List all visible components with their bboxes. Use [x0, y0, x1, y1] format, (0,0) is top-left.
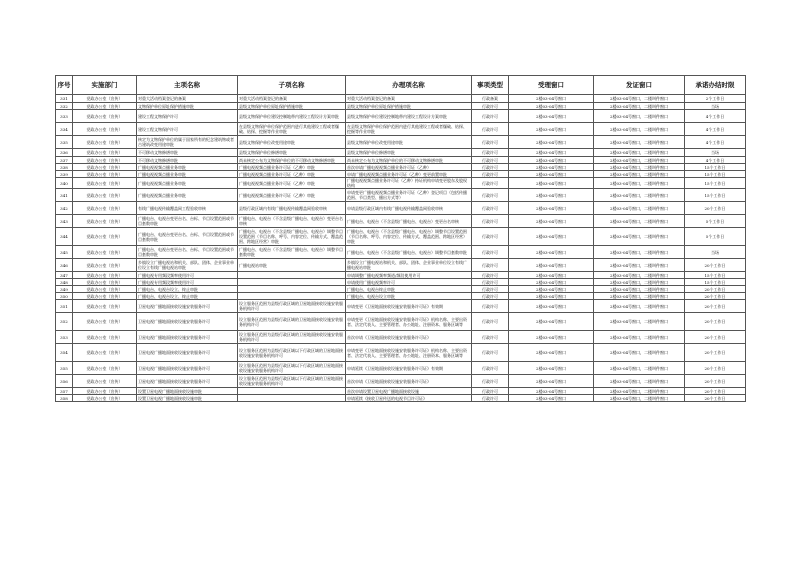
cell-handling-item: 首次申请设置卫星电视广播地面接收设施	[346, 388, 472, 395]
cell-no: 332	[56, 103, 73, 110]
cell-issue-window: 2楼03-04号窗口，二楼叫件窗口	[594, 395, 685, 402]
cell-sub-item: 广播电视视频点播业务许可证（乙种）审批	[238, 189, 346, 202]
cell-main-item: 广播电台、电视台设立、终止审批	[137, 293, 238, 300]
cell-handling-item: 县级文物保护单位改变用途审批	[346, 136, 472, 149]
cell-main-item: 卫星电视广播地面接收设施安装服务许可	[137, 300, 238, 313]
cell-accept-window: 2楼03-04号窗口	[509, 178, 594, 189]
cell-handling-item: 申请延续《卫星地面接收设施安装服务许可证》有效期	[346, 362, 472, 375]
cell-accept-window: 2楼03-04号窗口	[509, 300, 594, 313]
cell-sub-item: 县级文物保护单位改变用途审批	[238, 136, 346, 149]
cell-sub-item: 设立服务区范围为县级行政区域的卫星地面接收设施安装服务机构许可	[238, 331, 346, 344]
cell-item-type: 行政许可	[472, 149, 509, 157]
cell-dept: 党政办公室（宣传）	[73, 136, 137, 149]
header-accept-window: 受理窗口	[509, 76, 594, 95]
cell-handling-item: 县级文物保护单位建设控制地带内建设工程设计方案审批	[346, 110, 472, 123]
cell-dept: 党政办公室（宣传）	[73, 388, 137, 395]
cell-accept-window: 2楼03-04号窗口	[509, 171, 594, 178]
cell-item-type: 行政许可	[472, 344, 509, 362]
cell-main-item: 卫星电视广播地面接收设施安装服务许可	[137, 362, 238, 375]
cell-no: 334	[56, 123, 73, 136]
cell-item-type: 行政许可	[472, 272, 509, 279]
cell-accept-window: 2楼03-04号窗口	[509, 103, 594, 110]
cell-time-limit: 15个工作日	[685, 279, 746, 286]
cell-no: 350	[56, 293, 73, 300]
service-items-sheet	[55, 75, 745, 402]
cell-time-limit: 15个工作日	[685, 164, 746, 171]
cell-main-item: 不可移动文物修缮审批	[137, 157, 238, 164]
cell-main-item: 卫星电视广播地面接收设施安装服务许可	[137, 331, 238, 344]
cell-handling-item: 广播电视视频点播业务许可证（乙种）持证机构申请变更股东及股权结构	[346, 178, 472, 189]
cell-time-limit: 15个工作日	[685, 171, 746, 178]
cell-no: 339	[56, 171, 73, 178]
cell-issue-window: 2楼03-04号窗口，二楼叫件窗口	[594, 164, 685, 171]
cell-main-item: 卫星电视广播地面接收设施安装服务许可	[137, 313, 238, 331]
cell-no: 344	[56, 228, 73, 246]
cell-accept-window: 2楼03-04号窗口	[509, 395, 594, 402]
cell-handling-item: 广播电台、电视台（不含县级广播电台、电视台）变更台名审核	[346, 215, 472, 228]
cell-handling-item: 广播电台、电视台终止审批	[346, 286, 472, 293]
cell-no: 351	[56, 300, 73, 313]
table-row	[56, 246, 746, 259]
cell-no: 335	[56, 136, 73, 149]
cell-no: 355	[56, 362, 73, 375]
cell-issue-window: 2楼03-04号窗口，二楼叫件窗口	[594, 189, 685, 202]
cell-sub-item: 县级文物保护单位原址保护措施审批	[238, 103, 346, 110]
cell-sub-item	[238, 388, 346, 395]
cell-sub-item: 广播电视视频点播业务许可证（乙种）审批	[238, 171, 346, 178]
table-row	[56, 103, 746, 110]
cell-time-limit: 20个工作日	[685, 293, 746, 300]
cell-no: 356	[56, 375, 73, 388]
cell-dept: 党政办公室（宣传）	[73, 279, 137, 286]
cell-handling-item: 申请变更《卫星地面接收设施安装服务许可证》有效期	[346, 300, 472, 313]
cell-sub-item: 广播电台、电视台（不含县级广播电台、电视台）变更台名审核	[238, 215, 346, 228]
cell-item-type: 行政许可	[472, 362, 509, 375]
cell-time-limit: 15个工作日	[685, 272, 746, 279]
cell-item-type: 行政备案	[472, 95, 509, 103]
cell-handling-item: 申请县级行政区域内有线广播电视传输覆盖网验收审核	[346, 202, 472, 215]
cell-time-limit: 20个工作日	[685, 313, 746, 331]
cell-item-type: 行政许可	[472, 395, 509, 402]
table-row	[56, 313, 746, 331]
cell-sub-item	[238, 395, 346, 402]
cell-time-limit: 20个工作日	[685, 395, 746, 402]
cell-no: 341	[56, 189, 73, 202]
cell-main-item: 广播电视专用频段频率使用许可	[137, 279, 238, 286]
cell-no: 336	[56, 149, 73, 157]
cell-accept-window: 2楼03-04号窗口	[509, 215, 594, 228]
cell-issue-window: 2楼03-04号窗口，二楼叫件窗口	[594, 215, 685, 228]
cell-main-item: 广播电台、电视台设立、终止审批	[137, 286, 238, 293]
service-items-table	[55, 75, 746, 402]
cell-dept: 党政办公室（宣传）	[73, 95, 137, 103]
table-row	[56, 272, 746, 279]
cell-accept-window: 2楼03-04号窗口	[509, 123, 594, 136]
cell-item-type: 行政许可	[472, 300, 509, 313]
cell-time-limit: 20个工作日	[685, 300, 746, 313]
cell-main-item: 广播电视视频点播业务审批	[137, 171, 238, 178]
table-row	[56, 259, 746, 272]
cell-time-limit: 20个工作日	[685, 259, 746, 272]
cell-no: 352	[56, 313, 73, 331]
cell-sub-item: 对重大活动档案登记的备案	[238, 95, 346, 103]
cell-time-limit: 20个工作日	[685, 375, 746, 388]
cell-issue-window: 2楼03-04号窗口，二楼叫件窗口	[594, 375, 685, 388]
cell-dept: 党政办公室（宣传）	[73, 300, 137, 313]
cell-item-type: 行政许可	[472, 103, 509, 110]
cell-issue-window: 2楼03-04号窗口，二楼叫件窗口	[594, 246, 685, 259]
cell-time-limit: 5个工作日	[685, 215, 746, 228]
cell-main-item: 广播电台、电视台变更台名、台标、节目设置范围或节目套数审批	[137, 215, 238, 228]
cell-accept-window: 2楼03-04号窗口	[509, 344, 594, 362]
cell-accept-window: 2楼03-04号窗口	[509, 164, 594, 171]
cell-handling-item: 申请调整广播电视频率频道/频段使用许可	[346, 272, 472, 279]
cell-handling-item: 广播电台、电视台设立审批	[346, 293, 472, 300]
cell-accept-window: 2楼03-04号窗口	[509, 279, 594, 286]
table-row	[56, 149, 746, 157]
cell-time-limit: 4个工作日	[685, 157, 746, 164]
cell-handling-item: 申请延续《接收卫星传送的电视节目许可证》	[346, 395, 472, 402]
cell-issue-window: 2楼03-04号窗口，二楼叫件窗口	[594, 157, 685, 164]
cell-sub-item: 广播电视站审批	[238, 259, 346, 272]
cell-handling-item: 首次申请《卫星地面接收设施安装服务许可证》	[346, 331, 472, 344]
cell-issue-window: 2楼03-04号窗口，二楼叫件窗口	[594, 103, 685, 110]
cell-no: 357	[56, 388, 73, 395]
cell-main-item: 对重大活动档案登记的备案	[137, 95, 238, 103]
cell-issue-window: 2楼03-04号窗口，二楼叫件窗口	[594, 123, 685, 136]
cell-accept-window: 2楼03-04号窗口	[509, 313, 594, 331]
cell-time-limit: 5个工作日	[685, 228, 746, 246]
cell-accept-window: 2楼03-04号窗口	[509, 246, 594, 259]
header-time-limit: 承诺办结时限	[685, 76, 746, 95]
cell-no: 349	[56, 286, 73, 293]
cell-main-item: 卫星电视广播地面接收设施安装服务许可	[137, 344, 238, 362]
cell-no: 337	[56, 157, 73, 164]
cell-main-item: 有线广播电视传输覆盖网工程验收审核	[137, 202, 238, 215]
cell-item-type: 行政许可	[472, 202, 509, 215]
cell-dept: 党政办公室（宣传）	[73, 375, 137, 388]
cell-time-limit: 4个工作日	[685, 110, 746, 123]
cell-no: 345	[56, 246, 73, 259]
cell-sub-item: 广播电台、电视台（不含县级广播电台、电视台）调整节目设置范围（节目名称、呼号、内容定位、传输方式、覆盖范围、跨地区经营）审批	[238, 228, 346, 246]
cell-dept: 党政办公室（宣传）	[73, 202, 137, 215]
cell-dept: 党政办公室（宣传）	[73, 157, 137, 164]
cell-main-item: 广播电视视频点播业务审批	[137, 189, 238, 202]
table-row	[56, 300, 746, 313]
cell-accept-window: 2楼03-04号窗口	[509, 362, 594, 375]
cell-issue-window: 2楼03-04号窗口，二楼叫件窗口	[594, 279, 685, 286]
cell-main-item: 乡镇设立广播电视站和机关、部队、团体、企业事业单位设立有线广播电视站审批	[137, 259, 238, 272]
cell-time-limit: 20个工作日	[685, 331, 746, 344]
table-row	[56, 286, 746, 293]
cell-issue-window: 2楼03-04号窗口，二楼叫件窗口	[594, 286, 685, 293]
cell-accept-window: 2楼03-04号窗口	[509, 272, 594, 279]
cell-time-limit: 20个工作日	[685, 202, 746, 215]
cell-issue-window: 2楼03-04号窗口，二楼叫件窗口	[594, 331, 685, 344]
table-row	[56, 228, 746, 246]
cell-no: 358	[56, 395, 73, 402]
cell-dept: 党政办公室（宣传）	[73, 246, 137, 259]
cell-accept-window: 2楼03-04号窗口	[509, 375, 594, 388]
cell-main-item: 建设工程文物保护许可	[137, 110, 238, 123]
cell-main-item: 文物保护单位原址保护措施审批	[137, 103, 238, 110]
cell-time-limit: 20个工作日	[685, 286, 746, 293]
cell-accept-window: 2楼03-04号窗口	[509, 202, 594, 215]
cell-dept: 党政办公室（宣传）	[73, 189, 137, 202]
cell-sub-item: 县级文物保护单位建设控制地带内建设工程设计方案审批	[238, 110, 346, 123]
header-dept: 实施部门	[73, 76, 137, 95]
cell-dept: 党政办公室（宣传）	[73, 286, 137, 293]
header-item-type: 事项类型	[472, 76, 509, 95]
cell-item-type: 行政许可	[472, 375, 509, 388]
cell-accept-window: 2楼03-04号窗口	[509, 293, 594, 300]
cell-handling-item: 县级文物保护单位原址保护措施审批	[346, 103, 472, 110]
table-header-row	[56, 76, 746, 95]
cell-dept: 党政办公室（宣传）	[73, 171, 137, 178]
table-row	[56, 293, 746, 300]
cell-dept: 党政办公室（宣传）	[73, 103, 137, 110]
cell-handling-item: 申请变更《卫星地面接收设施安装服务许可证》机构名称、主要出资者、法定代表人、主要管理者、办公地址、注册资本、服务区域等	[346, 313, 472, 331]
cell-no: 343	[56, 215, 73, 228]
cell-handling-item: 申请变更《卫星地面接收设施安装服务许可证》机构名称、主要出资者、法定代表人、主要管理者、办公地址、注册资本、服务区域等	[346, 344, 472, 362]
cell-dept: 党政办公室（宣传）	[73, 123, 137, 136]
cell-item-type: 行政许可	[472, 293, 509, 300]
table-row	[56, 178, 746, 189]
cell-item-type: 行政许可	[472, 313, 509, 331]
cell-accept-window: 2楼03-04号窗口	[509, 149, 594, 157]
cell-issue-window: 2楼03-04号窗口，二楼叫件窗口	[594, 171, 685, 178]
cell-handling-item: 首次申请《卫星地面接收设施安装服务许可证》	[346, 375, 472, 388]
cell-no: 348	[56, 279, 73, 286]
table-row	[56, 157, 746, 164]
cell-no: 331	[56, 95, 73, 103]
cell-sub-item: 设立服务区范围为县级行政区域的卫星地面接收设施安装服务机构许可	[238, 300, 346, 313]
cell-accept-window: 2楼03-04号窗口	[509, 110, 594, 123]
cell-time-limit: 当场	[685, 103, 746, 110]
cell-time-limit: 20个工作日	[685, 344, 746, 362]
cell-item-type: 行政许可	[472, 228, 509, 246]
cell-main-item: 设置卫星电视广播地面接收设施审批	[137, 388, 238, 395]
cell-item-type: 行政许可	[472, 123, 509, 136]
cell-issue-window: 2楼03-04号窗口，二楼叫件窗口	[594, 300, 685, 313]
cell-sub-item: 县级行政区域内有线广播电视传输覆盖网验收审核	[238, 202, 346, 215]
cell-item-type: 行政许可	[472, 246, 509, 259]
cell-item-type: 行政许可	[472, 178, 509, 189]
cell-no: 338	[56, 164, 73, 171]
cell-time-limit: 20个工作日	[685, 362, 746, 375]
cell-sub-item	[238, 279, 346, 286]
cell-item-type: 行政许可	[472, 286, 509, 293]
cell-issue-window: 2楼03-04号窗口，二楼叫件窗口	[594, 228, 685, 246]
cell-no: 353	[56, 331, 73, 344]
table-row	[56, 344, 746, 362]
header-issue-window: 发证窗口	[594, 76, 685, 95]
cell-issue-window: 2楼03-04号窗口，二楼叫件窗口	[594, 344, 685, 362]
cell-accept-window: 2楼03-04号窗口	[509, 136, 594, 149]
cell-no: 342	[56, 202, 73, 215]
table-row	[56, 279, 746, 286]
cell-accept-window: 2楼03-04号窗口	[509, 95, 594, 103]
cell-handling-item: 对重大活动档案登记的备案	[346, 95, 472, 103]
cell-handling-item: 县级文物保护单位修缮审批	[346, 149, 472, 157]
cell-issue-window: 2楼03-04号窗口，二楼叫件窗口	[594, 272, 685, 279]
cell-time-limit: 15个工作日	[685, 178, 746, 189]
table-row	[56, 215, 746, 228]
header-handling-item: 办理项名称	[346, 76, 472, 95]
cell-main-item: 广播电视专用频段频率使用许可	[137, 272, 238, 279]
cell-dept: 党政办公室（宣传）	[73, 149, 137, 157]
cell-issue-window: 2楼03-04号窗口，二楼叫件窗口	[594, 149, 685, 157]
cell-dept: 党政办公室（宣传）	[73, 110, 137, 123]
cell-item-type: 行政许可	[472, 215, 509, 228]
cell-issue-window: 2楼03-04号窗口，二楼叫件窗口	[594, 178, 685, 189]
table-row	[56, 202, 746, 215]
cell-main-item: 不可移动文物修缮审批	[137, 149, 238, 157]
cell-main-item: 设置卫星电视广播地面接收设施审批	[137, 395, 238, 402]
table-row	[56, 136, 746, 149]
cell-no: 340	[56, 178, 73, 189]
table-row	[56, 395, 746, 402]
cell-item-type: 行政许可	[472, 331, 509, 344]
cell-issue-window: 2楼03-04号窗口，二楼叫件窗口	[594, 313, 685, 331]
cell-handling-item: 申请广播电视视频点播业务许可证（乙种）变更前置审批	[346, 171, 472, 178]
table-row	[56, 388, 746, 395]
cell-dept: 党政办公室（宣传）	[73, 293, 137, 300]
cell-item-type: 行政许可	[472, 157, 509, 164]
header-main-item: 主项名称	[137, 76, 238, 95]
table-row	[56, 375, 746, 388]
cell-issue-window: 2楼03-04号窗口，二楼叫件窗口	[594, 110, 685, 123]
cell-item-type: 行政许可	[472, 259, 509, 272]
cell-item-type: 行政许可	[472, 279, 509, 286]
cell-dept: 党政办公室（宣传）	[73, 272, 137, 279]
cell-issue-window: 2楼03-04号窗口，二楼叫件窗口	[594, 362, 685, 375]
cell-dept: 党政办公室（宣传）	[73, 344, 137, 362]
table-row	[56, 189, 746, 202]
cell-sub-item	[238, 286, 346, 293]
cell-sub-item: 尚未核定公布为文物保护单位的不可移动文物修缮审批	[238, 157, 346, 164]
cell-dept: 党政办公室（宣传）	[73, 395, 137, 402]
cell-accept-window: 2楼03-04号窗口	[509, 189, 594, 202]
cell-item-type: 行政许可	[472, 171, 509, 178]
table-body	[56, 95, 746, 402]
cell-dept: 党政办公室（宣传）	[73, 228, 137, 246]
cell-main-item: 广播电视视频点播业务审批	[137, 164, 238, 171]
cell-accept-window: 2楼03-04号窗口	[509, 228, 594, 246]
cell-accept-window: 2楼03-04号窗口	[509, 331, 594, 344]
cell-accept-window: 2楼03-04号窗口	[509, 286, 594, 293]
table-row	[56, 95, 746, 103]
cell-sub-item: 在县级文物保护单位保护范围内进行其他建设工程或者爆破、钻探、挖掘等作业审批	[238, 123, 346, 136]
cell-dept: 党政办公室（宣传）	[73, 164, 137, 171]
cell-sub-item: 县级文物保护单位修缮审批	[238, 149, 346, 157]
cell-dept: 党政办公室（宣传）	[73, 259, 137, 272]
cell-accept-window: 2楼03-04号窗口	[509, 259, 594, 272]
cell-main-item: 广播电台、电视台变更台名、台标、节目设置范围或节目套数审批	[137, 228, 238, 246]
cell-handling-item: 广播电台、电视台（不含县级广播电台、电视台）调整节目设置范围（节目名称、呼号、内容定位、传输方式、覆盖范围、跨地区经营）审批	[346, 228, 472, 246]
cell-time-limit: 4个工作日	[685, 123, 746, 136]
cell-handling-item: 申请使用广播电视频率许可	[346, 279, 472, 286]
cell-no: 347	[56, 272, 73, 279]
cell-issue-window: 2楼03-04号窗口，二楼叫件窗口	[594, 202, 685, 215]
table-row	[56, 331, 746, 344]
cell-sub-item	[238, 293, 346, 300]
cell-accept-window: 2楼03-04号窗口	[509, 388, 594, 395]
header-no: 序号	[56, 76, 73, 95]
cell-handling-item: 乡镇设立广播电视站和机关、部队、团体、企业事业单位设立有线广播电视站审批	[346, 259, 472, 272]
cell-main-item: 广播电台、电视台变更台名、台标、节目设置范围或节目套数审批	[137, 246, 238, 259]
cell-handling-item: 广播电台、电视台（不含县级广播电台、电视台）调整节目套数审批	[346, 246, 472, 259]
cell-handling-item: 申请变更广播电视视频点播业务许可证（乙种）登记项目（包括传播范围、节目类型、播出方式等）	[346, 189, 472, 202]
table-row	[56, 362, 746, 375]
cell-time-limit: 4个工作日	[685, 136, 746, 149]
table-row	[56, 171, 746, 178]
cell-dept: 党政办公室（宣传）	[73, 178, 137, 189]
cell-item-type: 行政许可	[472, 164, 509, 171]
cell-time-limit: 20个工作日	[685, 388, 746, 395]
cell-sub-item: 设立服务区范围为县级行政区域以下行政区域的卫星地面接收设施安装服务机构许可	[238, 362, 346, 375]
cell-sub-item	[238, 272, 346, 279]
cell-main-item: 广播电视视频点播业务审批	[137, 178, 238, 189]
cell-issue-window: 2楼03-04号窗口，二楼叫件窗口	[594, 293, 685, 300]
cell-dept: 党政办公室（宣传）	[73, 313, 137, 331]
cell-sub-item: 设立服务区范围为县级行政区域以下行政区域的卫星地面接收设施安装服务机构许可	[238, 344, 346, 362]
cell-handling-item: 在县级文物保护单位保护范围内进行其他建设工程或者爆破、钻探、挖掘等作业审批	[346, 123, 472, 136]
cell-main-item: 核定为文物保护单位的属于国家所有的纪念建筑物或者古建筑改变用途审批	[137, 136, 238, 149]
cell-main-item: 建设工程文物保护许可	[137, 123, 238, 136]
table-row	[56, 110, 746, 123]
cell-accept-window: 2楼03-04号窗口	[509, 157, 594, 164]
table-row	[56, 123, 746, 136]
cell-dept: 党政办公室（宣传）	[73, 362, 137, 375]
cell-issue-window: 2楼03-04号窗口，二楼叫件窗口	[594, 259, 685, 272]
cell-dept: 党政办公室（宣传）	[73, 215, 137, 228]
cell-time-limit: 当场	[685, 246, 746, 259]
cell-time-limit: 15个工作日	[685, 189, 746, 202]
cell-sub-item: 设立服务区范围为县级行政区域的卫星地面接收设施安装服务机构许可	[238, 313, 346, 331]
cell-issue-window: 2楼03-04号窗口，二楼叫件窗口	[594, 136, 685, 149]
cell-item-type: 行政许可	[472, 110, 509, 123]
table-row	[56, 164, 746, 171]
cell-item-type: 行政许可	[472, 136, 509, 149]
cell-time-limit: 当场	[685, 149, 746, 157]
cell-time-limit: 2个工作日	[685, 95, 746, 103]
cell-no: 354	[56, 344, 73, 362]
cell-sub-item: 广播电视视频点播业务许可证（乙种）审批	[238, 178, 346, 189]
cell-dept: 党政办公室（宣传）	[73, 331, 137, 344]
cell-sub-item: 广播电视视频点播业务许可证（乙种）审批	[238, 164, 346, 171]
cell-handling-item: 首次申请广播电视视频点播业务许可证（乙种）	[346, 164, 472, 171]
cell-handling-item: 尚未核定公布为文物保护单位的不可移动文物修缮审批	[346, 157, 472, 164]
cell-item-type: 行政许可	[472, 189, 509, 202]
cell-issue-window: 2楼03-04号窗口，二楼叫件窗口	[594, 95, 685, 103]
cell-sub-item: 设立服务区范围为县级行政区域以下行政区域的卫星地面接收设施安装服务机构许可	[238, 375, 346, 388]
header-sub-item: 子项名称	[238, 76, 346, 95]
cell-sub-item: 广播电台、电视台（不含县级广播电台、电视台）调整节目套数审批	[238, 246, 346, 259]
cell-main-item: 卫星电视广播地面接收设施安装服务许可	[137, 375, 238, 388]
cell-item-type: 行政许可	[472, 388, 509, 395]
cell-no: 346	[56, 259, 73, 272]
cell-issue-window: 2楼03-04号窗口，二楼叫件窗口	[594, 388, 685, 395]
cell-no: 333	[56, 110, 73, 123]
